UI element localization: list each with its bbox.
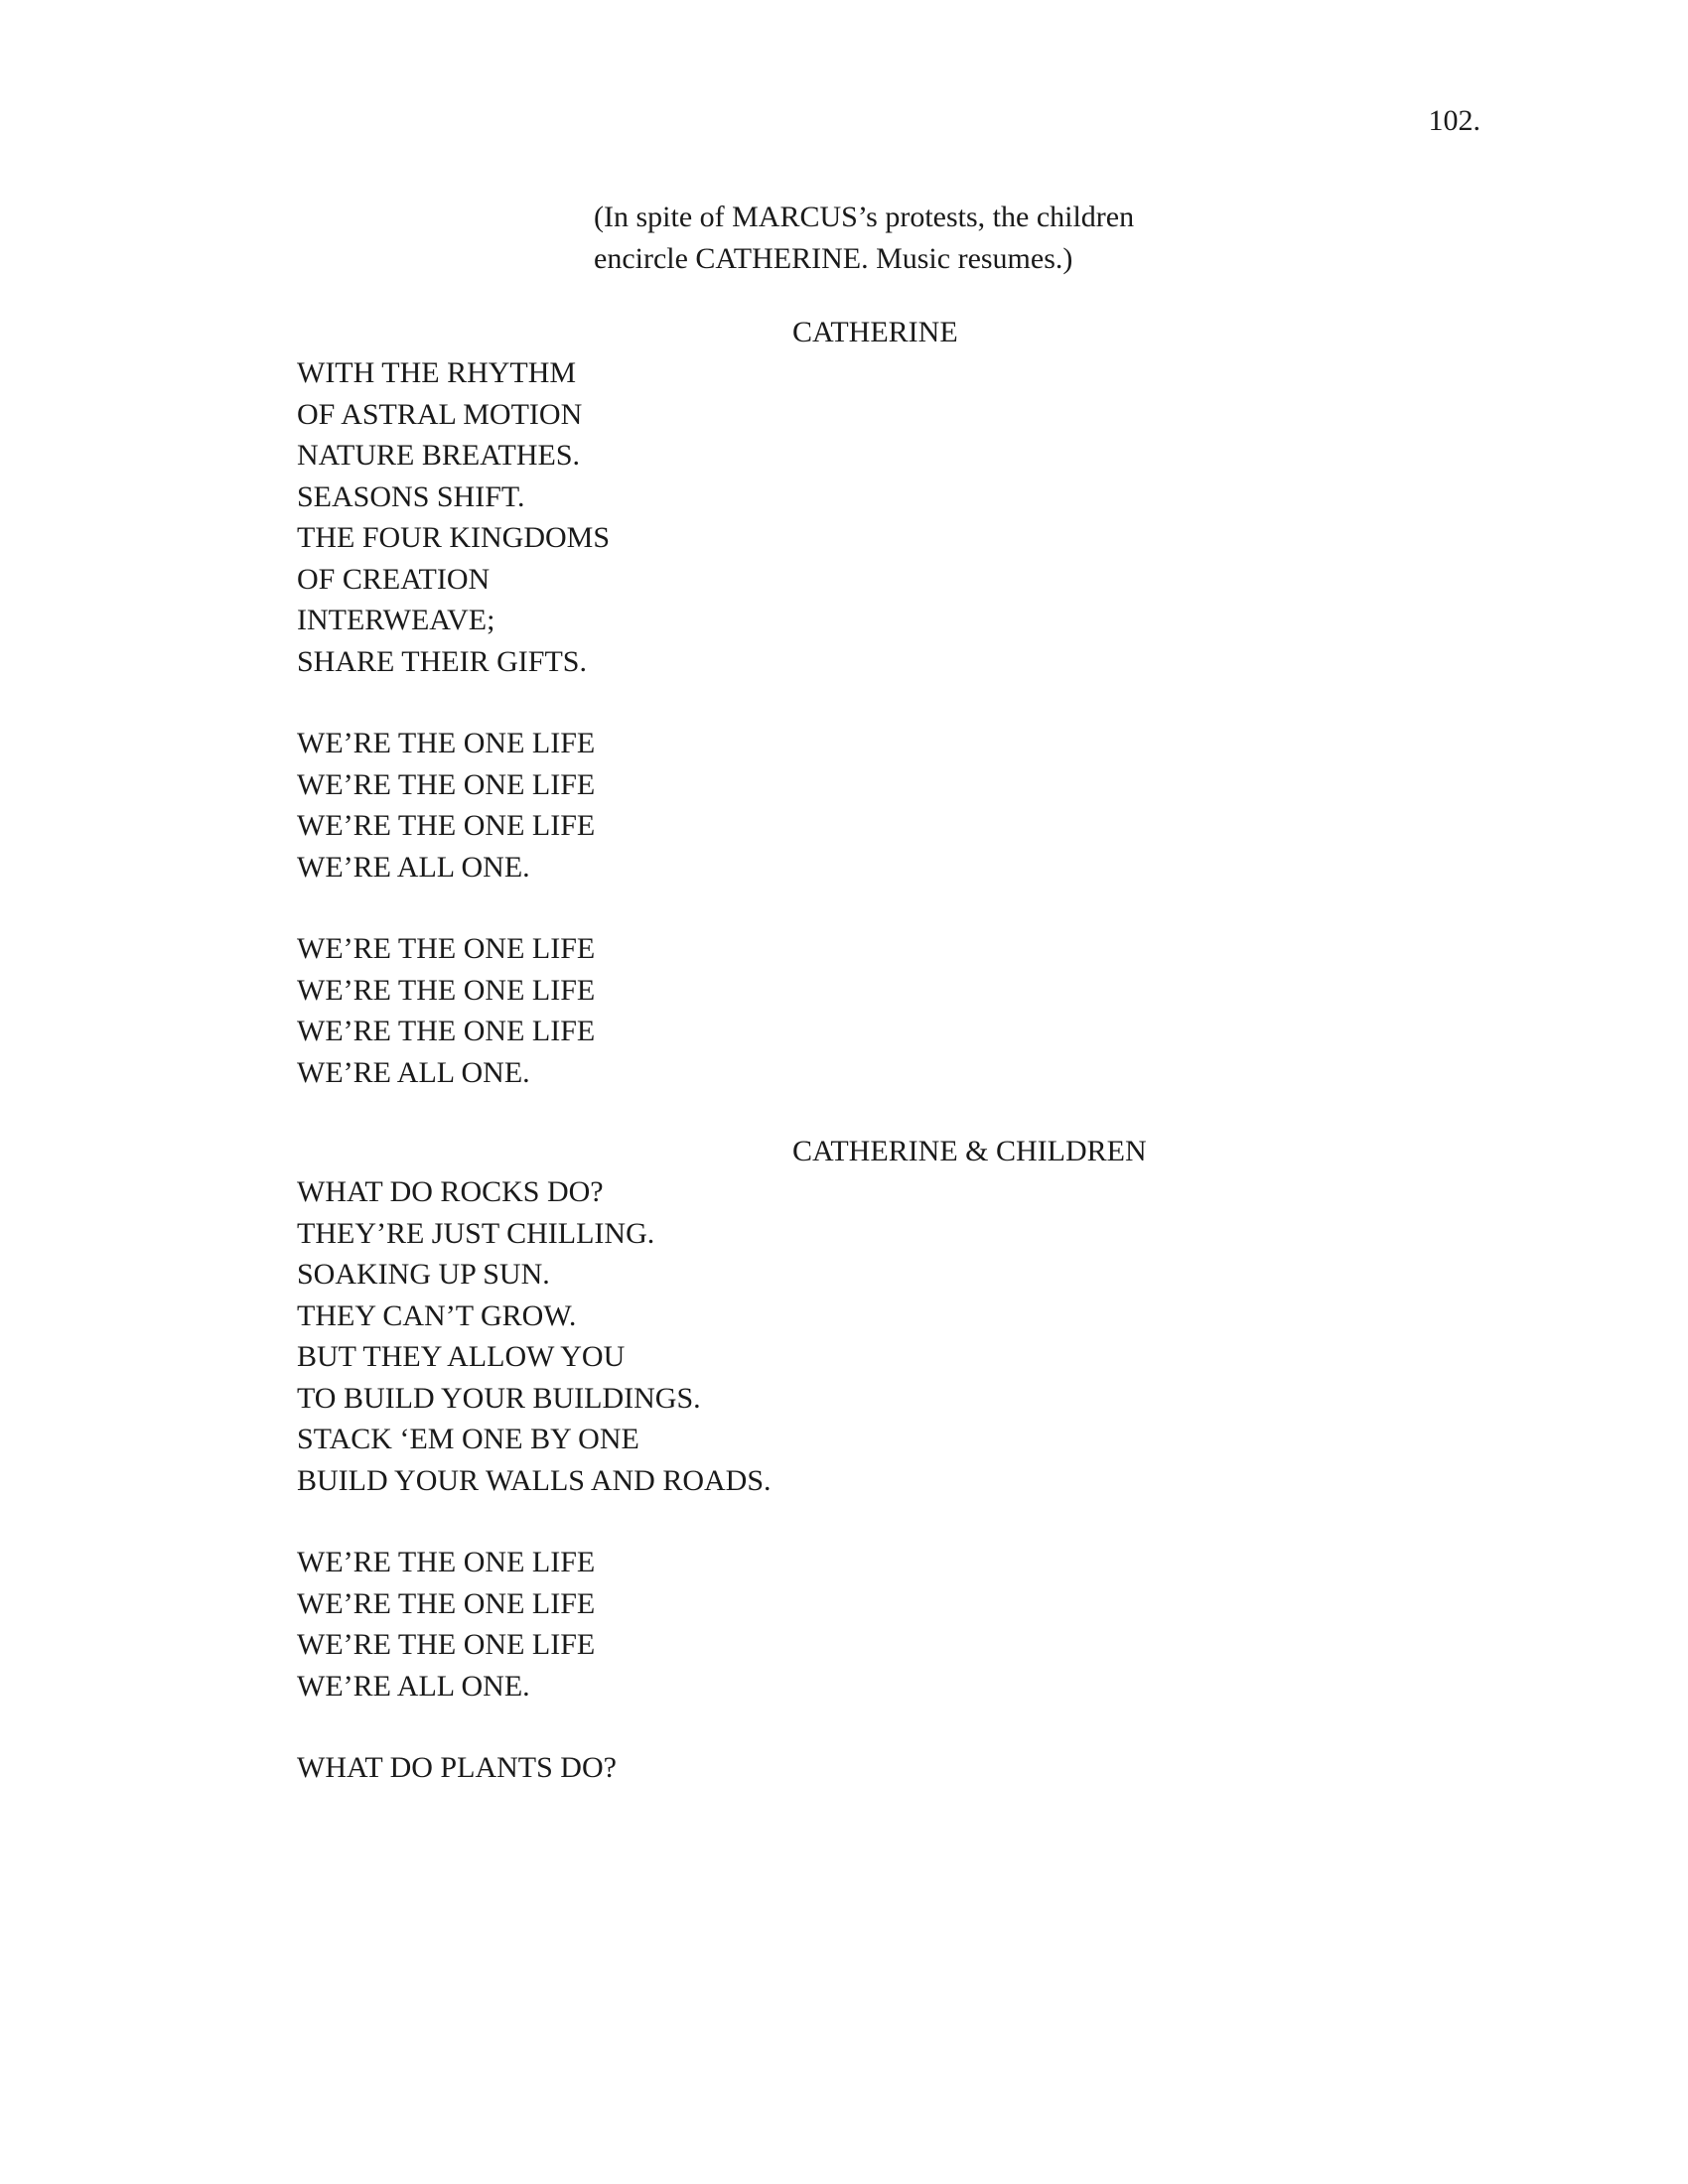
lyric-line: WE’RE THE ONE LIFE	[297, 767, 596, 801]
lyric-line: TO BUILD YOUR BUILDINGS.	[297, 1381, 701, 1415]
lyric-line: SHARE THEIR GIFTS.	[297, 644, 587, 678]
lyric-chorus-2	[297, 928, 595, 1093]
lyric-line: THEY CAN’T GROW.	[297, 1298, 577, 1332]
lyric-line: BUILD YOUR WALLS AND ROADS.	[297, 1463, 772, 1497]
lyric-verse-3	[297, 1747, 617, 1789]
lyric-chorus-1	[297, 723, 595, 887]
lyric-line: WHAT DO ROCKS DO?	[297, 1175, 604, 1208]
lyric-line: BUT THEY ALLOW YOU	[297, 1340, 626, 1373]
lyric-line: WE’RE THE ONE LIFE	[297, 1628, 596, 1661]
lyric-line: THE FOUR KINGDOMS	[297, 521, 611, 554]
lyric-line: WE’RE THE ONE LIFE	[297, 1586, 596, 1620]
lyric-line: WE’RE THE ONE LIFE	[297, 1015, 596, 1047]
lyric-line: WE’RE THE ONE LIFE	[297, 932, 596, 965]
character-name-catherine-and-children: CATHERINE & CHILDREN	[792, 1135, 1147, 1167]
lyric-verse-1	[297, 352, 610, 682]
lyric-line: WE’RE ALL ONE.	[297, 850, 530, 884]
stage-direction-line: (In spite of MARCUS’s protests, the children	[594, 201, 1135, 233]
lyric-line: WE’RE THE ONE LIFE	[297, 973, 596, 1007]
lyric-line: NATURE BREATHES.	[297, 439, 581, 472]
page-number: 102.	[1428, 104, 1480, 137]
lyric-line: WE’RE THE ONE LIFE	[297, 809, 596, 842]
lyric-line: SOAKING UP SUN.	[297, 1258, 550, 1291]
lyric-line: WE’RE ALL ONE.	[297, 1669, 530, 1703]
lyric-verse-2	[297, 1171, 772, 1501]
lyric-chorus-3	[297, 1542, 595, 1706]
lyric-line: WITH THE RHYTHM	[297, 356, 577, 389]
character-name-catherine: CATHERINE	[792, 316, 958, 348]
lyric-line: WE’RE THE ONE LIFE	[297, 727, 596, 759]
lyric-line: STACK ‘EM ONE BY ONE	[297, 1423, 639, 1455]
lyric-line: WE’RE ALL ONE.	[297, 1055, 530, 1089]
lyric-line: WHAT DO PLANTS DO?	[297, 1751, 617, 1784]
lyric-line: WE’RE THE ONE LIFE	[297, 1546, 596, 1578]
stage-direction-line: encircle CATHERINE. Music resumes.)	[594, 241, 1073, 275]
stage-direction	[594, 197, 1309, 279]
lyric-line: SEASONS SHIFT.	[297, 479, 525, 513]
lyric-line: OF ASTRAL MOTION	[297, 397, 583, 431]
lyric-line: THEY’RE JUST CHILLING.	[297, 1216, 655, 1250]
lyric-line: OF CREATION	[297, 562, 491, 596]
lyric-line: INTERWEAVE;	[297, 604, 495, 636]
